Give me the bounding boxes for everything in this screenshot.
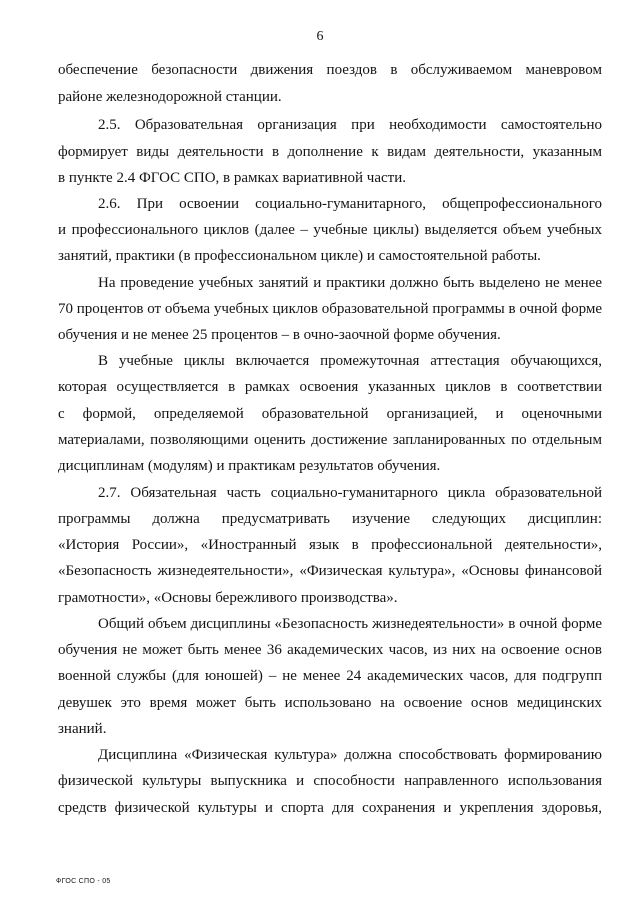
text-line: которая осуществляется в рамках освоения указанных циклов в соответствии	[58, 379, 602, 395]
text-line: районе железнодорожной станции.	[58, 89, 282, 105]
text-line: обучения и не менее 25 процентов – в очно-заочной форме обучения.	[58, 327, 501, 343]
text-line: В учебные циклы включается промежуточная аттестация обучающихся,	[98, 353, 602, 369]
text-line: На проведение учебных занятий и практики должно быть выделено не менее	[98, 275, 602, 291]
text-line: «Безопасность жизнедеятельности», «Физическая культура», «Основы финансовой	[58, 563, 602, 579]
text-line: с формой, определяемой образовательной организацией, и оценочными	[58, 406, 602, 422]
text-line: 70 процентов от объема учебных циклов образовательной программы в очной форме	[58, 301, 602, 317]
text-line: 2.6. При освоении социально-гуманитарного, общепрофессионального	[98, 196, 602, 212]
page-number: 6	[316, 29, 324, 44]
text-line: средств физической культуры и спорта для сохранения и укрепления здоровья,	[58, 800, 602, 816]
text-line: в пункте 2.4 ФГОС СПО, в рамках вариативной части.	[58, 170, 406, 186]
text-line: военной службы (для юношей) – не менее 24 академических часов, для подгрупп	[58, 668, 602, 684]
document-footer-code: ФГОС СПО - 05	[56, 878, 111, 885]
text-line: Общий объем дисциплины «Безопасность жизнедеятельности» в очной форме	[98, 616, 602, 632]
text-line: девушек это время может быть использовано на освоение основ медицинских	[58, 695, 602, 711]
text-line: формирует виды деятельности в дополнение к видам деятельности, указанным	[58, 144, 602, 160]
text-line: 2.5. Образовательная организация при необходимости самостоятельно	[98, 117, 602, 133]
text-line: 2.7. Обязательная часть социально-гуманитарного цикла образовательной	[98, 485, 602, 501]
text-line: физической культуры выпускника и способности направленного использования	[58, 773, 602, 789]
text-line: дисциплинам (модулям) и практикам результатов обучения.	[58, 458, 441, 474]
text-line: Дисциплина «Физическая культура» должна способствовать формированию	[98, 747, 602, 763]
text-line: программы должна предусматривать изучение следующих дисциплин:	[58, 511, 602, 527]
text-line: обучения не может быть менее 36 академических часов, из них на освоение основ	[58, 642, 602, 658]
text-line: знаний.	[58, 721, 107, 737]
text-line: обеспечение безопасности движения поездов в обслуживаемом маневровом	[58, 62, 602, 78]
text-line: грамотности», «Основы бережливого производства».	[58, 590, 398, 606]
text-line: и профессионального циклов (далее – учебные циклы) выделяется объем учебных	[58, 222, 602, 238]
text-line: материалами, позволяющими оценить достижение запланированных по отдельным	[58, 432, 602, 448]
text-line: занятий, практики (в профессиональном цикле) и самостоятельной работы.	[58, 248, 541, 264]
text-line: «История России», «Иностранный язык в профессиональной деятельности»,	[58, 537, 602, 553]
